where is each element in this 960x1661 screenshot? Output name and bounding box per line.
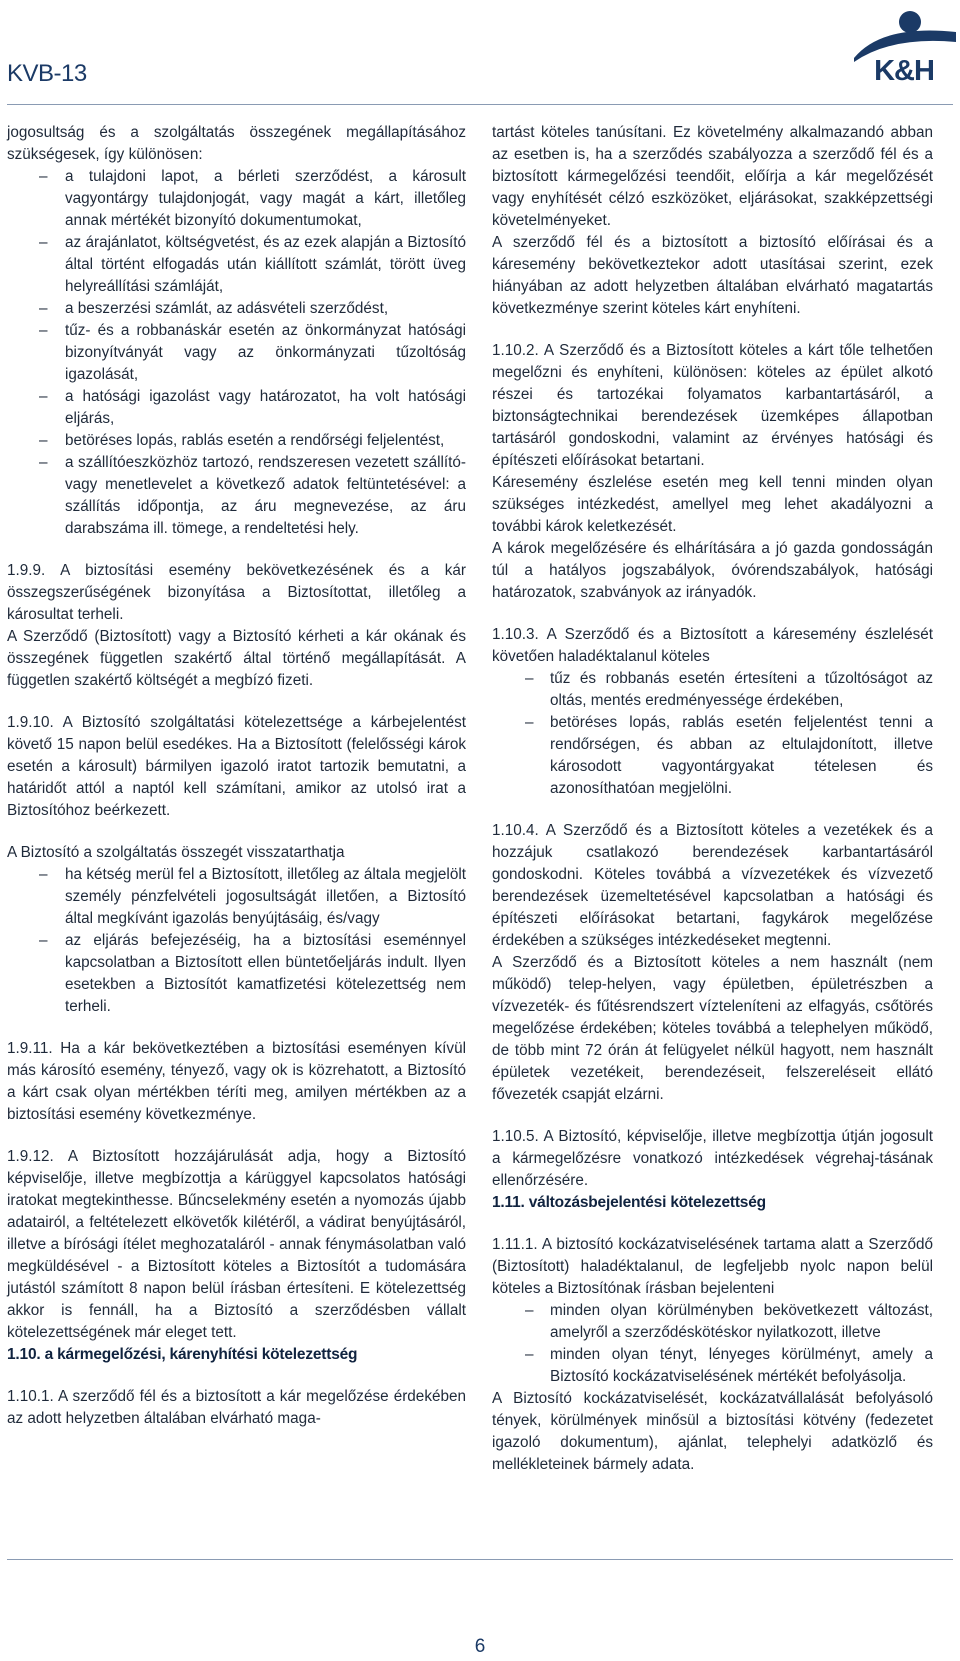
paragraph: 1.10.3. A Szerződő és a Biztosított a káresemény észlelését követően haladéktalanul köteles [492,626,933,665]
dash-list-item: – az eljárás befejezéséig, ha a biztosítási eseménnyel kapcsolatban a Biztosított ellen büntetőeljárás indult. Ilyen esetekben a Biztosítót kamatfizetési kötelezettség nem terheli. [7,930,466,1018]
document-code: KVB-13 [7,60,87,87]
dash-list-item: – betöréses lopás, rablás esetén feljelentést tenni a rendőrségen, és abban az eltulajdonított, illetve károsodott vagyontárgyakat tételesen és azonosíthatóan megjelölni. [492,712,933,800]
paragraph: Káresemény észlelése esetén meg kell tenni minden olyan szükséges intézkedést, amellyel meg lehet akadályozni a további károk keletkezését. [492,474,933,535]
dash-list-item: – minden olyan körülményben bekövetkezett változást, amelyről a szerződéskötéskor nyilatkozott, illetve [492,1300,933,1344]
paragraph: A Biztosító kockázatviselését, kockázatvállalását befolyásoló tények, körülmények minősül a biztosítási kötvény (fedezetet igazoló dokumentum), ajánlat, telephelyi adatközlő és mellékleteinek bármely adata. [492,1390,933,1473]
paragraph: 1.9.10. A Biztosító szolgáltatási kötelezettsége a kárbejelentést követő 15 napon belül esedékes. Ha a Biztosított (felelősségi károk esetén a károsult) bármilyen igazoló iratot tartozik bemutatni, a határidőt attól a naptól kell számítani, amikor az utolsó irat a Biztosítóhoz beérkezett. [7,714,466,819]
paragraph: 1.10.4. A Szerződő és a Biztosított köteles a vezetékek és a hozzájuk csatlakozó berendezések karbantartásáról gondoskodni. Köteles továbbá a vízvezetékek és vízvezető berendezések üzemeltetésével kapcsolatban a hatósági és építészeti előírásokat betartani, fagykárok megelőzése érdekében a szükséges intézkedéseket megtenni. [492,822,933,949]
section-heading: 1.11. változásbejelentési kötelezettség [492,1194,766,1211]
paragraph: 1.9.9. A biztosítási esemény bekövetkezésének és a kár összegszerűségének bizonyítása a Biztosítottat, illetőleg a károsultat terheli. [7,562,466,623]
dash-list-item: – ha kétség merül fel a Biztosított, illetőleg az általa megjelölt személy pénzfelvételi jogosultságát illetően, a Biztosító által megkívánt igazolás benyújtásáig, és/vagy [7,864,466,930]
right-column [492,122,933,1476]
paragraph: A Szerződő (Biztosított) vagy a Biztosító kérheti a kár okának és összegének független szakértő által történő megállapítását. A független szakértő költségét a megbízó fizeti. [7,628,466,689]
svg-text:K&H: K&H [874,55,934,84]
dash-list-item: – az árajánlatot, költségvetést, és az ezek alapján a Biztosító által történt elfogadás után kiállított számlát, törött üveg helyreállítási számláját, [7,232,466,298]
dash-list-item: – a tulajdoni lapot, a bérleti szerződést, a károsult vagyontárgy tulajdonjogát, vagy magát a kárt, illetőleg annak mértékét bizonyító dokumentumokat, [7,166,466,232]
paragraph: jogosultság és a szolgáltatás összegének megállapításához szükségesek, így különösen: [7,124,466,163]
left-column [7,122,466,1430]
dash-list-item: – betöréses lopás, rablás esetén a rendőrségi feljelentést, [7,430,466,452]
section-heading: 1.10. a kármegelőzési, kárenyhítési kötelezettség [7,1346,358,1363]
header-rule [7,104,953,105]
footer-rule [7,1559,953,1560]
dash-list-item: – a hatósági igazolást vagy határozatot, ha volt hatósági eljárás, [7,386,466,430]
paragraph: 1.10.1. A szerződő fél és a biztosított a kár megelőzése érdekében az adott helyzetben általában elvárható maga- [7,1388,466,1427]
paragraph: A Szerződő és a Biztosított köteles a nem használt (nem működő) telep-helyen, vagy épületben, épületrészben a vízvezeték- és fűtésrendszert vízteleníteni az elfagyás, csőtörés megelőzése érdekében; köteles továbbá a telephelyen működő, de több mint 72 órán át felügyelet nélkül hagyott, nem használt épületek vezetékeit, berendezéseit, felszereléseit ellátó fővezeték csapját elzárni. [492,954,933,1103]
dash-list-item: – a beszerzési számlát, az adásvételi szerződést, [7,298,466,320]
paragraph: 1.9.11. Ha a kár bekövetkeztében a biztosítási eseményen kívül más károsító esemény, tényező, vagy ok is közrehatott, a Biztosító a kárt csak olyan mértékben téríti meg, amilyen mértékben az a biztosítási esemény következménye. [7,1040,466,1123]
page-number: 6 [474,1636,486,1657]
paragraph: 1.10.2. A Szerződő és a Biztosított köteles a kárt tőle telhetően megelőzni és enyhíteni, különösen: köteles az épület alkotó részei és tartozékai folyamatos karbantartásáról, a biztonságtechnikai berendezések üzemképes állapotban tartásáról gondoskodni, valamint az érvényes hatósági és építészeti előírásokat betartani. [492,342,933,469]
dash-list-item: – a szállítóeszközhöz tartozó, rendszeresen vezetett szállító- vagy menetlevelet a következő adatok feltüntetésével: a szállítás időpontja, az áru megnevezése, az áru darabszáma ill. tömege, a rendeltetési hely. [7,452,466,540]
paragraph: tartást köteles tanúsítani. Ez követelmény alkalmazandó abban az esetben is, ha a szerződés szabályozza a szerződő fél és a biztosított kármegelőzési teendőit, előírja a kár megelőzését vagy enyhítését célzó eszközöket, eljárásokat, szakképzettségi követelményeket. [492,124,933,229]
paragraph: 1.9.12. A Biztosított hozzájárulását adja, hogy a Biztosító képviselője, illetve megbízottja a kárüggyel kapcsolatos hatósági iratokat megtekinthesse. Bűncselekmény esetén a nyomozás újabb adatairól, a feltételezett elkövetők kilétéről, a vádirat benyújtásáról, illetve a bírósági ítélet meghozataláról - annak fénymásolatban való megküldésével - a Biztosított köteles a Biztosítót a tudomására jutástól számított 8 napon belül írásban értesíteni. E kötelezettség akkor is fennáll, ha a Biztosító a szerződésben vállalt kötelezettségének már eleget tett. [7,1148,466,1341]
paragraph: A károk megelőzésére és elhárítására a jó gazda gondosságán túl a hatályos jogszabályok, óvórendszabályok, hatósági határozatok, szabványok az irányadók. [492,540,933,601]
paragraph: 1.11.1. A biztosító kockázatviselésének tartama alatt a Szerződő (Biztosított) haladéktalanul, de legfeljebb nyolc napon belül köteles a Biztosítónak írásban bejelenteni [492,1236,933,1297]
paragraph: 1.10.5. A Biztosító, képviselője, illetve megbízottja útján jogosult a kármegelőzésre vonatkozó intézkedések végrehaj-tásának ellenőrzésére. [492,1128,933,1189]
dash-list-item: – tűz- és a robbanáskár esetén az önkormányzat hatósági bizonyítványát vagy az önkormányzati tűzoltóság igazolását, [7,320,466,386]
paragraph: A szerződő fél és a biztosított a biztosító előírásai és a káresemény bekövetkeztekor adott utasításai szerint, ezek hiányában az adott helyzetben általában elvárható magatartás következménye szerint köteles kárt enyhíteni. [492,234,933,317]
dash-list-item: – tűz és robbanás esetén értesíteni a tűzoltóságot az oltás, mentés eredményessége érdekében, [492,668,933,712]
dash-list-item: – minden olyan tényt, lényeges körülményt, amely a Biztosító kockázatviselésének mértékét befolyásolja. [492,1344,933,1388]
kh-logo [852,2,958,84]
paragraph: A Biztosító a szolgáltatás összegét visszatarthatja [7,844,345,861]
